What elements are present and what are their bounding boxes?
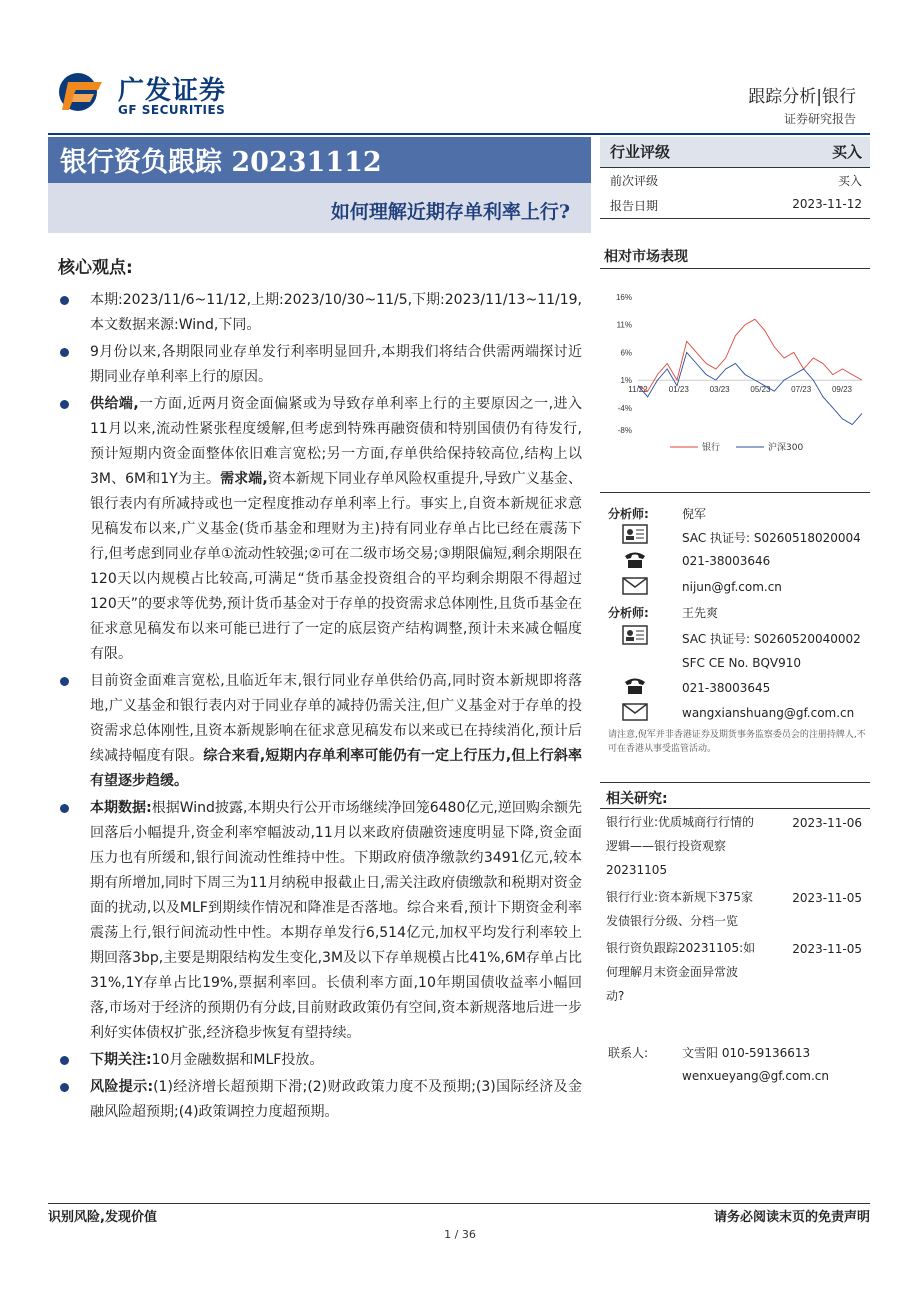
related-line: 发债银行分级、分档一览	[606, 914, 739, 928]
y-tick-label: 6%	[620, 348, 632, 358]
header-divider	[48, 133, 870, 135]
bullet-lead: 风险提示:	[90, 1079, 154, 1095]
phone-icon	[622, 676, 648, 696]
core-bullet	[58, 288, 582, 338]
contact-name-phone: 文雪阳 010-59136613	[682, 1046, 811, 1060]
related-date: 2023-11-05	[792, 891, 862, 905]
core-bullet	[58, 796, 582, 1046]
core-bullet	[58, 669, 582, 794]
related-date: 2023-11-06	[792, 816, 862, 830]
logo-cn-text: 广发证券	[118, 76, 227, 106]
market-chart	[600, 285, 870, 460]
report-title: 银行资负跟踪 20231112	[60, 147, 382, 178]
bullet-text: 10月金融数据和MLF投放。	[151, 1052, 324, 1068]
analyst-sac: SAC 执证号: S0260518020004	[682, 531, 861, 545]
contact-email: wenxueyang@gf.com.cn	[682, 1069, 829, 1083]
x-tick-label: 03/23	[709, 385, 730, 395]
analyst-sac: SAC 执证号: S0260520040002	[682, 632, 861, 646]
bullet-dot	[60, 348, 69, 357]
bullet-text: 9月份以来,各期限同业存单发行利率明显回升,本期我们将结合供需两端探讨近期同业存单利率上行的原因。	[90, 344, 582, 385]
related-line: 银行行业:优质城商行行情的	[606, 815, 755, 829]
related-line: 逻辑——银行投资观察	[606, 839, 727, 853]
related-line: 何理解月末资金面异常波	[606, 965, 739, 979]
related-item[interactable]	[606, 936, 796, 1008]
legend-index-label: 沪深300	[768, 443, 804, 453]
id-card-icon	[622, 625, 648, 645]
related-line: 20231105	[606, 863, 668, 877]
related-rule	[600, 782, 870, 783]
bullet-text: 目前资金面难言宽松,且临近年末,银行同业存单供给仍高,同时资本新规即将落地,广义基金和银行表内对于同业存单的减持仍需关注,但广义基金对于存单的投资需求总体刚性,且资本新规影响在征求意见稿发布以来或已在持续消化,预计后续减持幅度有限。	[90, 673, 582, 764]
report-date-value: 2023-11-12	[792, 197, 862, 211]
x-tick-label: 05/23	[750, 385, 771, 395]
x-tick-label: 09/23	[831, 385, 853, 395]
bullet-dot	[60, 1083, 69, 1092]
license-note: 请注意,倪军并非香港证券及期货事务监察委员会的注册持牌人,不可在香港从事受监管活动。	[608, 730, 866, 754]
email-icon	[622, 702, 648, 722]
core-bullet	[58, 1048, 582, 1073]
bullet-dot	[60, 296, 69, 305]
bullet-tail: 综合来看,短期内存单利率可能仍有一定上行压力,但上行斜率有望逐步趋缓。	[90, 748, 583, 789]
market-rule	[600, 268, 870, 269]
bullet-lead: 供给端,	[90, 396, 139, 412]
bullet-dot	[60, 1056, 69, 1065]
page-number: 1 / 36	[444, 1228, 476, 1241]
related-item[interactable]	[606, 885, 796, 933]
analyst-rule	[600, 492, 870, 493]
bullet-text: 本期:2023/11/6~11/12,上期:2023/10/30~11/5,下期:2023/11/13~11/19,本文数据来源:Wind,下同。	[90, 292, 582, 333]
analyst-name: 王先爽	[682, 606, 719, 620]
bullet-text-2: 资本新规下同业存单风险权重提升,导致广义基金、银行表内有所减持或也一定程度推动存单利率上行。事实上,自资本新规征求意见稿发布以来,广义基金(货币基金和理财为主)持有同业存单占比已经在震荡下行,但考虑到同业存单①流动性较强;②可在二级市场交易;③期限偏短,剩余期限在120天以内规模占比较高,可满足“货币基金投资组合的平均剩余期限不得超过120天”的要求等优势,预计货币基金对于存单的投资需求总体刚性,且货币基金在征求意见稿发布以来可能已进行了一定的底层资产结构调整,预计未来减仓幅度有限。	[90, 471, 583, 662]
related-line: 银行资负跟踪20231105:如	[606, 941, 756, 955]
y-tick-label: 16%	[615, 293, 632, 302]
core-bullet	[58, 340, 582, 390]
y-tick-label: -8%	[617, 426, 632, 435]
bullet-dot	[60, 804, 69, 813]
analyst-phone: 021-38003645	[682, 681, 771, 695]
market-title: 相对市场表现	[604, 249, 688, 265]
x-tick-label: 07/23	[791, 385, 812, 395]
bullet-lead-2: 需求端,	[220, 471, 268, 487]
gf-logo-icon	[58, 70, 110, 114]
core-title: 核心观点:	[58, 258, 133, 278]
rating-rule	[600, 167, 870, 168]
related-item[interactable]	[606, 810, 796, 882]
legend-bank-label: 银行	[702, 443, 721, 453]
related-title: 相关研究:	[606, 791, 668, 807]
bullet-lead: 下期关注:	[90, 1052, 152, 1068]
prev-rating-value: 买入	[837, 174, 862, 188]
analyst-email: wangxianshuang@gf.com.cn	[682, 706, 855, 720]
bullet-lead: 本期数据:	[90, 800, 152, 816]
related-rule-2	[600, 808, 870, 809]
contact-label: 联系人:	[608, 1046, 649, 1060]
footer-slogan: 识别风险,发现价值	[48, 1210, 157, 1225]
report-type: 证券研究报告	[783, 112, 856, 126]
x-tick-label: 01/23	[668, 385, 689, 395]
footer-disclaimer: 请务必阅读末页的免责声明	[713, 1210, 870, 1225]
core-bullet	[58, 1075, 582, 1125]
bullet-dot	[60, 677, 69, 686]
logo-en-text: GF SECURITIES	[118, 103, 226, 117]
report-subtitle: 如何理解近期存单利率上行?	[330, 201, 570, 223]
core-points	[58, 288, 582, 1127]
analyst-label: 分析师:	[608, 507, 649, 521]
analyst-name: 倪军	[682, 507, 707, 521]
analyst-label: 分析师:	[608, 606, 649, 620]
report-date-label: 报告日期	[610, 199, 659, 213]
email-icon	[622, 576, 648, 596]
bullet-text: 根据Wind披露,本期央行公开市场继续净回笼6480亿元,逆回购余额先回落后小幅提升,资金利率窄幅波动,11月以来政府债融资速度明显下降,资金面压力也有所缓和,银行间流动性维持中性。下期政府债净缴款约3491亿元,较本期有所增加,同时下周三为11月纳税申报截止日,需关注政府债缴款和税期对资金面的扰动,以及MLF到期续作情况和降准是否落地。综合来看,预计下期资金利率震荡上行,银行间流动性中性。本期存单发行6,514亿元,加权平均发行利率较上期回落3bp,主要是期限结构发生变化,3M及以下存单规模占比41%,6M存单占比31%,1Y存单占比19%,票据利率回。长债利率方面,10年期国债收益率小幅回落,市场对于经济的预期仍有分歧,目前财政政策仍有空间,资本新规落地后进一步利好实体债权扩张,经济稳步恢复有望持续。	[90, 800, 582, 1041]
related-date: 2023-11-05	[792, 942, 862, 956]
y-tick-label: -4%	[617, 403, 632, 413]
core-bullet	[58, 392, 582, 667]
rating-value: 买入	[831, 143, 862, 161]
footer-divider	[48, 1203, 870, 1204]
id-card-icon	[622, 524, 648, 544]
rating-rule-bottom	[600, 218, 870, 219]
rating-label: 行业评级	[610, 143, 671, 161]
related-line: 动?	[606, 989, 625, 1003]
y-tick-label: 11%	[616, 320, 632, 330]
analyst-phone: 021-38003646	[682, 554, 771, 568]
analyst-email: nijun@gf.com.cn	[682, 580, 782, 594]
bullet-text: (1)经济增长超预期下滑;(2)财政政策力度不及预期;(3)国际经济及金融风险超预期;(4)政策调控力度超预期。	[90, 1079, 582, 1120]
related-line: 银行行业:资本新规下375家	[606, 890, 753, 904]
analyst-sfc: SFC CE No. BQV910	[682, 656, 802, 670]
prev-rating-label: 前次评级	[610, 174, 659, 188]
y-tick-label: 1%	[620, 376, 632, 386]
bullet-text: 一方面,近两月资金面偏紧或为导致存单利率上行的主要原因之一,进入11月以来,流动性紧张程度缓解,但考虑到特殊再融资债和特别国债仍有待发行,预计短期内资金面整体依旧难言宽松;另一方面,存单供给保持较高位,结构上以3M、6M和1Y为主。	[90, 396, 582, 487]
phone-icon	[622, 550, 648, 570]
report-category: 跟踪分析|银行	[748, 87, 856, 107]
bullet-dot	[60, 400, 69, 409]
x-tick-label: 11/22	[628, 385, 648, 395]
